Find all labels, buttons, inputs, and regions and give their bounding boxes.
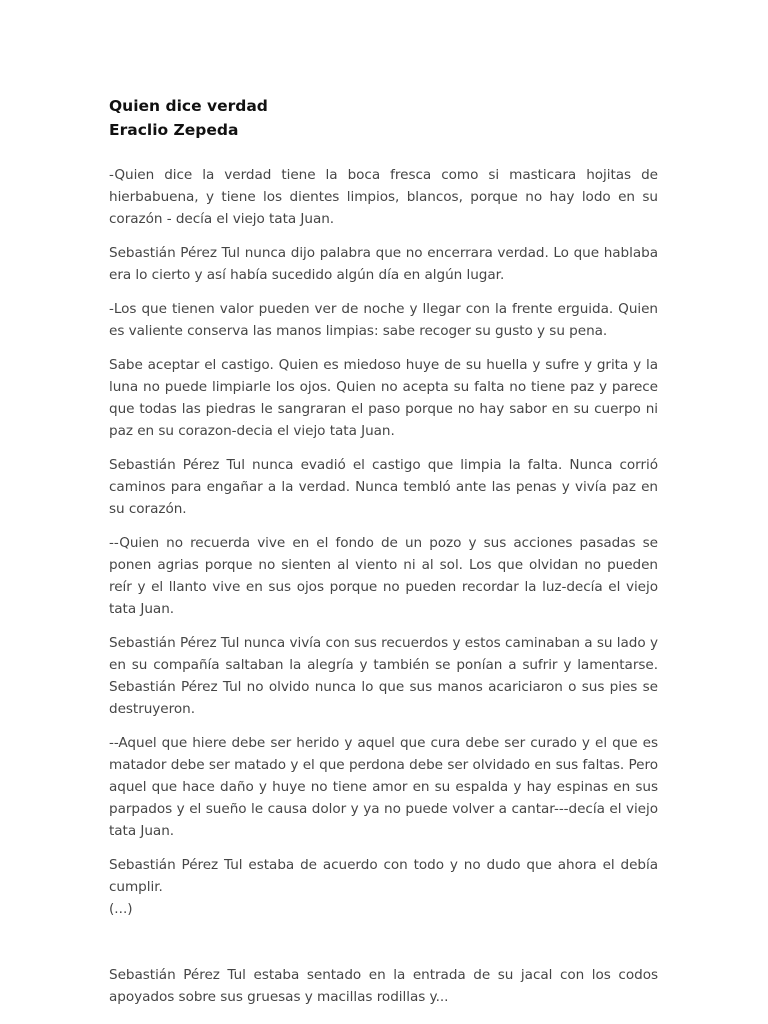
document-page (109, 94, 658, 1020)
paragraph-1: -Quien dice la verdad tiene la boca fresca como si masticara hojitas de hierbabuena, y tiene los dientes limpios, blancos, porque no hay lodo en su corazón - decía el viejo tata Juan. (109, 167, 658, 227)
paragraph-4: Sabe aceptar el castigo. Quien es miedoso huye de su huella y sufre y grita y la luna no puede limpiarle los ojos. Quien no acepta su falta no tiene paz y parece que todas las piedras le sangraran el paso porque no hay sabor en su cuerpo ni paz en su corazon-decia el viejo tata Juan. (109, 357, 658, 439)
final-paragraph: Sebastián Pérez Tul estaba sentado en la entrada de su jacal con los codos apoyados sobre sus gruesas y macillas rodillas y... (109, 967, 658, 1005)
ellipsis-marker: (...) (109, 901, 133, 917)
paragraph-9: Sebastián Pérez Tul estaba de acuerdo con todo y no dudo que ahora el debía cumplir. (109, 857, 658, 895)
paragraph-3: -Los que tienen valor pueden ver de noche y llegar con la frente erguida. Quien es valiente conserva las manos limpias: sabe recoger su gusto y su pena. (109, 301, 658, 339)
document-author: Eraclio Zepeda (109, 121, 239, 139)
paragraph-gap (109, 920, 658, 964)
paragraph-6: --Quien no recuerda vive en el fondo de un pozo y sus acciones pasadas se ponen agrias porque no sienten al viento ni al sol. Los que olvidan no pueden reír y el llanto vive en sus ojos porque no pueden recordar la luz-decía el viejo tata Juan. (109, 535, 658, 617)
paragraph-7: Sebastián Pérez Tul nunca vivía con sus recuerdos y estos caminaban a su lado y en su compañía saltaban la alegría y también se ponían a sufrir y lamentarse. Sebastián Pérez Tul no olvido nunca lo que sus manos acariciaron o sus pies se destruyeron. (109, 635, 658, 717)
title-block (109, 94, 658, 142)
paragraph-8: --Aquel que hiere debe ser herido y aquel que cura debe ser curado y el que es matador debe ser matado y el que perdona debe ser olvidado en sus faltas. Pero aquel que hace daño y huye no tiene amor en su espalda y hay espinas en sus parpados y el sueño le causa dolor y ya no puede volver a cantar---decía el viejo tata Juan. (109, 735, 658, 839)
paragraph-5: Sebastián Pérez Tul nunca evadió el castigo que limpia la falta. Nunca corrió caminos para engañar a la verdad. Nunca tembló ante las penas y vivía paz en su corazón. (109, 457, 658, 517)
document-title: Quien dice verdad (109, 97, 268, 115)
paragraph-2: Sebastián Pérez Tul nunca dijo palabra que no encerrara verdad. Lo que hablaba era lo cierto y así había sucedido algún día en algún lugar. (109, 245, 658, 283)
